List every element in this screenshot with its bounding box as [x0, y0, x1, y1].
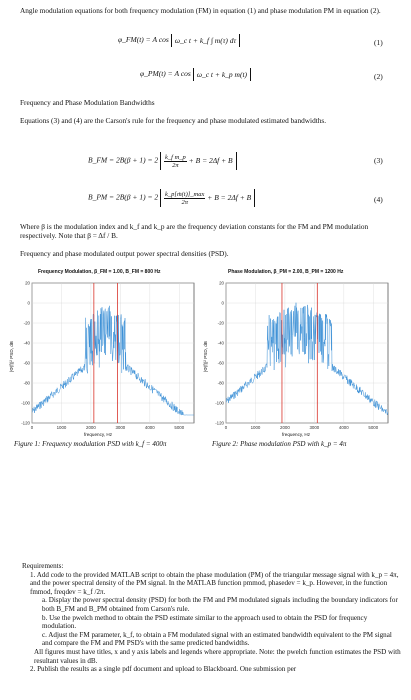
eq3-frac-num: k_f m_p: [165, 153, 186, 161]
eq1-number: (1): [374, 38, 383, 47]
equation-bfm: [88, 152, 237, 170]
ytick-label: 20: [25, 280, 30, 286]
xtick-label: 1000: [56, 425, 67, 430]
fig1-ylabel: |Φ(f)|² PSD, dB: [9, 341, 14, 372]
xtick-label: 1000: [250, 425, 261, 430]
requirement-1b: b. Use the pwelch method to obtain the PSD estimate similar to the approach used to obtain the PSD for frequency modulation.: [42, 613, 368, 631]
eq1-lhs: φ_FM(t) = A cos: [118, 35, 169, 45]
eq2-body: ω_c t + k_p m(t): [193, 68, 251, 81]
ytick-label: -100: [21, 400, 30, 406]
xtick-label: 5000: [368, 425, 379, 430]
fig2-xlabel: frequency, Hz: [282, 432, 310, 437]
fig1-xlabel: frequency, Hz: [84, 432, 112, 437]
fig2-caption: Figure 2: Phase modulation PSD with k_p = 4π: [212, 440, 347, 448]
fig2-chart: [208, 275, 398, 435]
eq2-number: (2): [374, 72, 383, 81]
eq3-frac-den: 2π: [172, 161, 179, 169]
ytick-label: -120: [215, 420, 224, 426]
ytick-label: 20: [219, 280, 224, 286]
fig1-title: Frequency Modulation, β_FM = 1.00, B_FM = 800 Hz: [38, 269, 161, 275]
ytick-label: -20: [23, 320, 30, 326]
xtick-label: 2000: [280, 425, 290, 430]
ytick-label: 0: [221, 300, 224, 306]
requirements-heading: Requirements:: [22, 562, 64, 570]
xtick-label: 5000: [174, 425, 185, 430]
xtick-label: 4000: [338, 425, 349, 430]
psd-intro: Frequency and phase modulated output power spectral densities (PSD).: [20, 249, 229, 258]
where-text: Where β is the modulation index and k_f and k_p are the frequency deviation constants for the FM and PM modulation respectively. Note that β = Δf / B.: [20, 222, 369, 240]
equation-bpm: [88, 189, 255, 207]
eq4-frac-den: 2π: [181, 198, 188, 206]
ytick-label: -120: [21, 420, 30, 426]
eq3-lhs: B_FM = 2B(β + 1) = 2: [88, 155, 159, 165]
ytick-label: -100: [215, 400, 224, 406]
fig2-ylabel: |Φ(f)|² PSD, dB: [203, 341, 208, 372]
intro-text: Angle modulation equations for both frequency modulation (FM) in equation (1) and phase modulation PM in equation (2).: [20, 6, 381, 15]
ytick-label: -40: [217, 340, 224, 346]
requirement-2: 2. Publish the results as a single pdf document and upload to Blackboard. One submission per: [30, 665, 297, 674]
ytick-label: -20: [217, 320, 224, 326]
xtick-label: 2000: [86, 425, 96, 430]
ytick-label: -60: [23, 360, 30, 366]
section-heading-bandwidths: Frequency and Phase Modulation Bandwidths: [20, 98, 155, 107]
ytick-label: -40: [23, 340, 30, 346]
fig2-title: Phase Modulation, β_PM = 2.00, B_PM = 1200 Hz: [228, 269, 344, 275]
eq4-frac-num: k_p[ṁ(t)]_max: [165, 190, 205, 198]
xtick-label: 3000: [309, 425, 320, 430]
fig1-chart: [14, 275, 204, 435]
carson-text: Equations (3) and (4) are the Carson's rule for the frequency and phase modulated estimated bandwidths.: [20, 116, 327, 125]
xtick-label: 4000: [144, 425, 155, 430]
ytick-label: 0: [27, 300, 30, 306]
requirements-section: [22, 562, 402, 674]
equation-pm: [140, 68, 251, 81]
eq1-body: ω_c t + k_f ∫ m(τ) dτ: [171, 34, 241, 47]
equation-fm: [118, 34, 240, 47]
xtick-label: 0: [224, 425, 228, 430]
xtick-label: 0: [30, 425, 34, 430]
eq2-lhs: φ_PM(t) = A cos: [140, 69, 191, 79]
eq3-number: (3): [374, 156, 383, 165]
fig1-caption: Figure 1: Frequency modulation PSD with k_f = 400π: [14, 440, 167, 448]
requirement-1: 1. Add code to the provided MATLAB script to obtain the phase modulation (PM) of the triangular message signal with k_p = 4π, and the power spectral density of the PM signal. In the MATLAB function pmmod, phasedev = k_p. However, in the function fmmod, freqdev = k_f /2π.: [30, 570, 399, 596]
eq4-lhs: B_PM = 2B(β + 1) = 2: [88, 192, 159, 202]
xtick-label: 3000: [115, 425, 126, 430]
eq4-number: (4): [374, 195, 383, 204]
ytick-label: -60: [217, 360, 224, 366]
eq3-rhs: + B = 2Δf + B: [188, 156, 233, 165]
ytick-label: -80: [23, 380, 30, 386]
requirements-note: All figures must have titles, x and y axis labels and legends where appropriate. Note: the pwelch function estimates the PSD with resultant values in dB.: [34, 647, 401, 665]
requirement-1a: a. Display the power spectral density (PSD) for both the FM and PM modulated signals including the boundary indicators for both B_FM and B_PM obtained from Carson's rule.: [42, 596, 398, 613]
ytick-label: -80: [217, 380, 224, 386]
requirement-1c: c. Adjust the FM parameter, k_f, to obtain a FM modulated signal with an estimated bandwidth equivalent to the PM signal and compare the FM and PM PSD's with the same predicted bandwidths.: [42, 630, 392, 648]
plot-frame: [226, 283, 388, 423]
eq4-rhs: + B = 2Δf + B: [207, 193, 252, 202]
